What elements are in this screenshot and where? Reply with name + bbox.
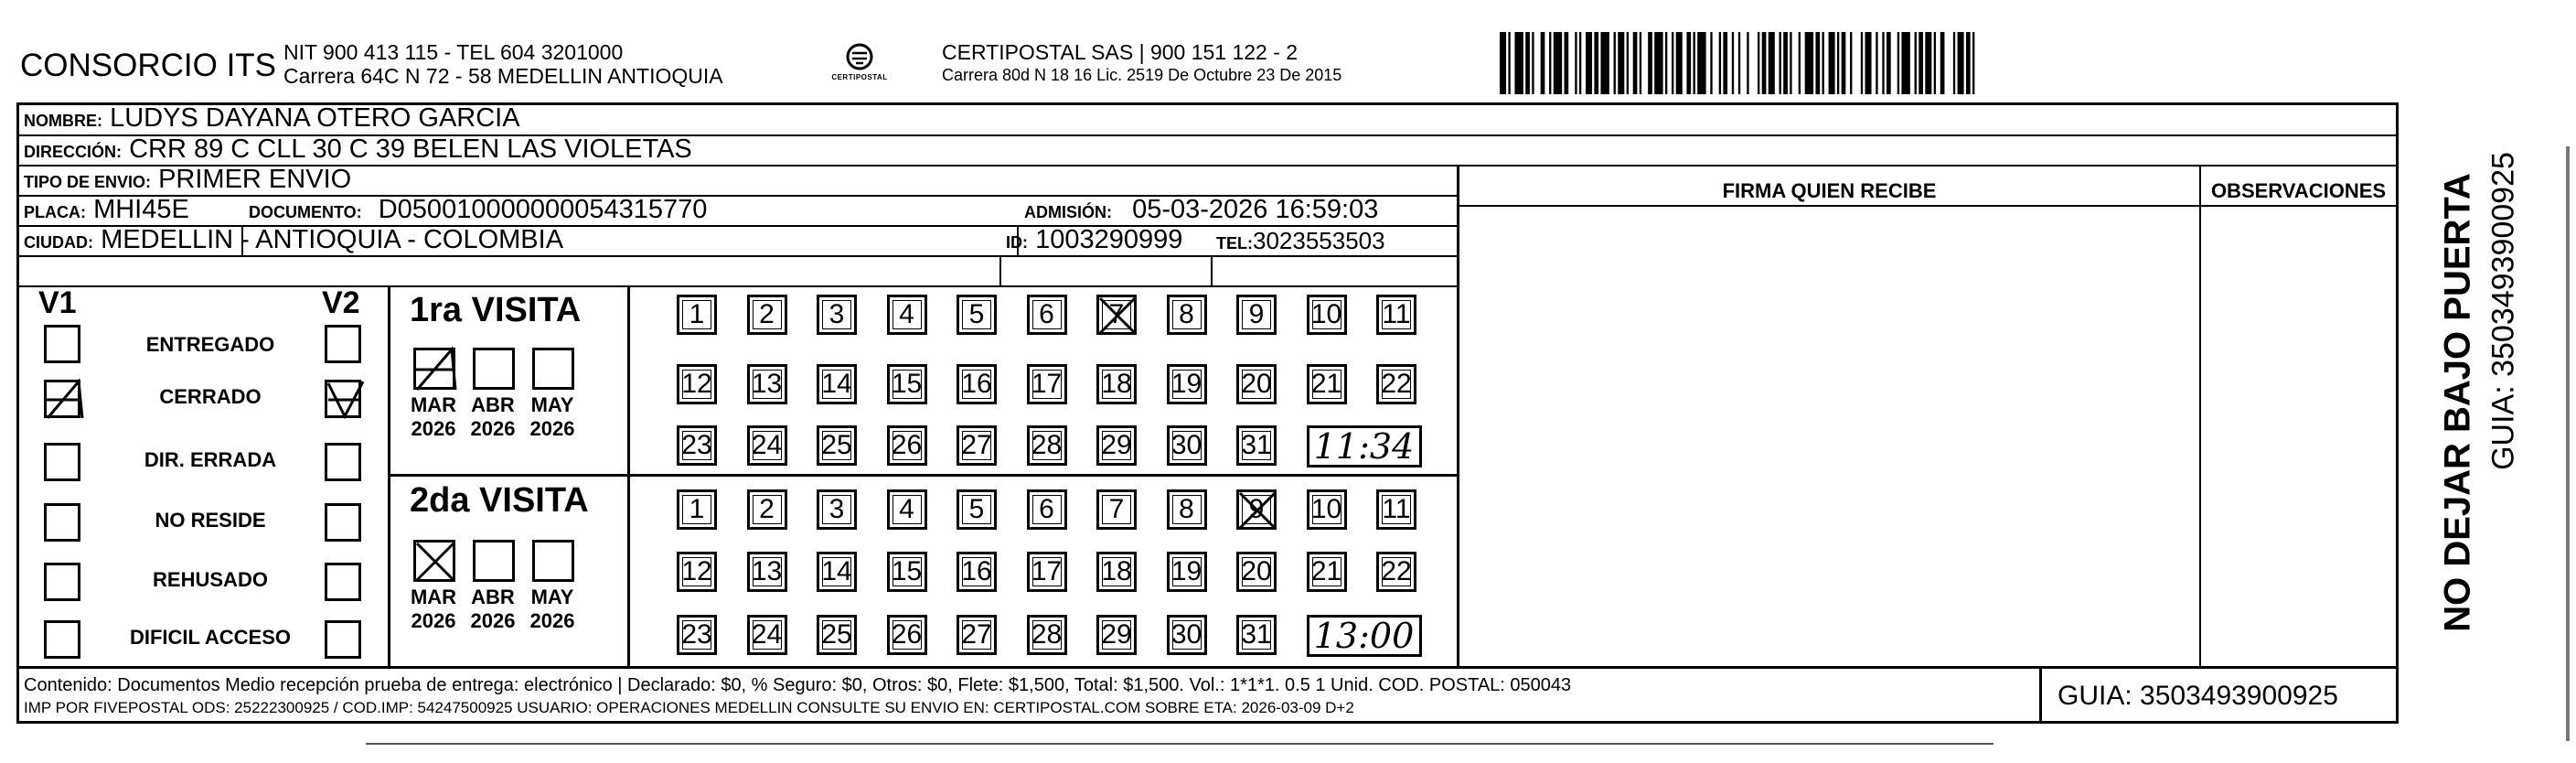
day-box[interactable]: 6 <box>1027 489 1067 530</box>
day-box[interactable]: 24 <box>747 425 787 466</box>
nombre-label: NOMBRE: <box>24 112 102 130</box>
documento-value: D050010000000054315770 <box>378 195 708 224</box>
ciudad-label: CIUDAD: <box>24 233 93 252</box>
check-mark-icon <box>325 380 365 420</box>
v1-checkbox[interactable] <box>44 443 80 481</box>
day-box[interactable]: 17 <box>1027 552 1067 592</box>
admision-value: 05-03-2026 16:59:03 <box>1132 195 1379 224</box>
day-box[interactable]: 24 <box>747 615 787 655</box>
month-checkbox[interactable] <box>413 348 455 390</box>
day-box[interactable]: 21 <box>1307 364 1347 404</box>
month-checkbox[interactable] <box>473 348 515 390</box>
day-box[interactable]: 26 <box>887 615 927 655</box>
admision-label: ADMISIÓN: <box>1024 203 1112 221</box>
day-box[interactable]: 22 <box>1376 364 1416 404</box>
day-box[interactable]: 7 <box>1096 489 1137 530</box>
address-line: Carrera 64C N 72 - 58 MEDELLIN ANTIOQUIA <box>283 64 723 88</box>
day-box[interactable]: 3 <box>817 489 857 530</box>
day-box[interactable]: 3 <box>817 295 857 335</box>
day-box[interactable]: 13 <box>747 364 787 404</box>
day-box[interactable]: 11 <box>1376 489 1416 530</box>
day-box[interactable]: 15 <box>887 364 927 404</box>
v2-checkbox[interactable] <box>325 325 361 363</box>
month-label: MAR 2026 <box>410 393 457 440</box>
check-mark-icon <box>413 348 457 392</box>
status-label: CERRADO <box>159 385 262 408</box>
v2-checkbox[interactable] <box>325 443 361 481</box>
day-box[interactable]: 21 <box>1307 552 1347 592</box>
day-box[interactable]: 28 <box>1027 615 1067 655</box>
day-box[interactable]: 12 <box>677 364 717 404</box>
day-box[interactable]: 25 <box>817 425 857 466</box>
day-box[interactable]: 31 <box>1236 615 1277 655</box>
visit-time[interactable]: 13:00 <box>1307 615 1422 657</box>
documento-label: DOCUMENTO: <box>249 203 362 221</box>
day-box[interactable]: 16 <box>957 552 997 592</box>
status-label: REHUSADO <box>153 568 268 591</box>
month-label: MAY 2026 <box>529 393 575 440</box>
status-label: NO RESIDE <box>155 509 266 532</box>
day-box[interactable]: 29 <box>1096 425 1137 466</box>
ciudad-value: MEDELLIN - ANTIOQUIA - COLOMBIA <box>101 225 564 254</box>
month-label: MAR 2026 <box>410 586 457 632</box>
day-box[interactable]: 13 <box>747 552 787 592</box>
day-box[interactable]: 29 <box>1096 615 1137 655</box>
tel-value: 3023553503 <box>1253 227 1385 254</box>
day-box[interactable]: 27 <box>957 615 997 655</box>
status-label: ENTREGADO <box>145 333 275 356</box>
check-mark-icon <box>44 380 84 420</box>
day-box[interactable]: 4 <box>887 295 927 335</box>
direccion-value: CRR 89 C CLL 30 C 39 BELEN LAS VIOLETAS <box>129 134 692 164</box>
day-box[interactable]: 31 <box>1236 425 1277 466</box>
v2-checkbox[interactable] <box>325 563 361 601</box>
day-box[interactable]: 30 <box>1167 425 1207 466</box>
day-box[interactable]: 8 <box>1167 295 1207 335</box>
day-box[interactable]: 9 <box>1236 489 1277 530</box>
v2-checkbox[interactable] <box>325 620 361 659</box>
day-box[interactable]: 30 <box>1167 615 1207 655</box>
check-mark-icon <box>413 540 457 584</box>
footer-guia: GUIA: 3503493900925 <box>2058 681 2338 711</box>
day-box[interactable]: 20 <box>1236 552 1277 592</box>
day-box[interactable]: 17 <box>1027 364 1067 404</box>
tel-label: TEL: <box>1216 234 1253 253</box>
day-box[interactable]: 2 <box>747 295 787 335</box>
day-box[interactable]: 16 <box>957 364 997 404</box>
day-box[interactable]: 6 <box>1027 295 1067 335</box>
day-box[interactable]: 23 <box>677 615 717 655</box>
status-label: DIR. ERRADA <box>144 448 277 471</box>
day-box[interactable]: 23 <box>677 425 717 466</box>
carrier-line: CERTIPOSTAL SAS | 900 151 122 - 2 <box>942 40 1299 64</box>
day-box[interactable]: 18 <box>1096 364 1137 404</box>
month-checkbox[interactable] <box>413 540 455 582</box>
v1-checkbox[interactable] <box>44 563 80 601</box>
day-box[interactable]: 10 <box>1307 489 1347 530</box>
logo-caption: CERTIPOSTAL <box>831 73 888 81</box>
day-box[interactable]: 22 <box>1376 552 1416 592</box>
day-box[interactable]: 9 <box>1236 295 1277 335</box>
firma-label: FIRMA QUIEN RECIBE <box>1722 179 1937 202</box>
side-notice: NO DEJAR BAJO PUERTA <box>2437 173 2478 632</box>
v2-checkbox[interactable] <box>325 503 361 542</box>
v2-checkbox[interactable] <box>325 380 361 418</box>
day-box[interactable]: 12 <box>677 552 717 592</box>
day-box[interactable]: 5 <box>957 295 997 335</box>
day-box[interactable]: 1 <box>677 295 717 335</box>
first-visit-title: 1ra VISITA <box>410 291 582 329</box>
month-label: ABR 2026 <box>470 586 516 632</box>
day-box[interactable]: 20 <box>1236 364 1277 404</box>
id-label: ID: <box>1006 233 1028 252</box>
tipo-envio-value: PRIMER ENVIO <box>158 165 352 194</box>
day-box[interactable]: 27 <box>957 425 997 466</box>
id-value: 1003290999 <box>1035 225 1183 254</box>
v2-label: V2 <box>322 285 360 320</box>
day-box[interactable]: 18 <box>1096 552 1137 592</box>
certipostal-logo <box>823 38 896 90</box>
day-box[interactable]: 19 <box>1167 364 1207 404</box>
barcode <box>1500 32 2222 94</box>
day-box[interactable]: 28 <box>1027 425 1067 466</box>
check-mark-icon <box>1096 295 1138 337</box>
tipo-envio-label: TIPO DE ENVIO: <box>24 173 152 191</box>
month-checkbox[interactable] <box>473 540 515 582</box>
nombre-value: LUDYS DAYANA OTERO GARCIA <box>110 103 520 133</box>
day-box[interactable]: 19 <box>1167 552 1207 592</box>
status-label: DIFICIL ACCESO <box>129 626 291 649</box>
second-visit-title: 2da VISITA <box>410 481 589 520</box>
day-box[interactable]: 14 <box>817 364 857 404</box>
day-box[interactable]: 2 <box>747 489 787 530</box>
placa-label: PLACA: <box>24 203 86 221</box>
day-box[interactable]: 4 <box>887 489 927 530</box>
month-label: MAY 2026 <box>529 586 575 632</box>
direccion-label: DIRECCIÓN: <box>24 143 122 161</box>
placa-value: MHI45E <box>93 195 189 224</box>
month-label: ABR 2026 <box>470 393 516 440</box>
day-box[interactable]: 11 <box>1376 295 1416 335</box>
month-checkbox[interactable] <box>532 348 574 390</box>
day-box[interactable]: 8 <box>1167 489 1207 530</box>
day-box[interactable]: 25 <box>817 615 857 655</box>
day-box[interactable]: 26 <box>887 425 927 466</box>
day-box[interactable]: 1 <box>677 489 717 530</box>
day-box[interactable]: 14 <box>817 552 857 592</box>
check-mark-icon <box>1236 489 1278 532</box>
v1-checkbox[interactable] <box>44 325 80 363</box>
company-name: CONSORCIO ITS <box>20 48 277 83</box>
observaciones-label: OBSERVACIONES <box>2210 179 2387 202</box>
v1-checkbox[interactable] <box>44 620 80 659</box>
v1-label: V1 <box>38 285 77 320</box>
v1-checkbox[interactable] <box>44 503 80 542</box>
nit-line: NIT 900 413 115 - TEL 604 3201000 <box>283 40 624 64</box>
visit-time[interactable]: 11:34 <box>1307 425 1422 467</box>
day-box[interactable]: 10 <box>1307 295 1347 335</box>
carrier-address: Carrera 80d N 18 16 Lic. 2519 De Octubre 23 De 2015 <box>942 66 1342 84</box>
side-guia: GUIA: 3503493900925 <box>2485 152 2521 470</box>
day-box[interactable]: 5 <box>957 489 997 530</box>
day-box[interactable]: 15 <box>887 552 927 592</box>
month-checkbox[interactable] <box>532 540 574 582</box>
day-box[interactable]: 7 <box>1096 295 1137 335</box>
contenido-line: Contenido: Documentos Medio recepción prueba de entrega: electrónico | Declarado: $0, % Seguro: $0, Otros: $0, Flete: $1,500, Total: $1,500. Vol.: 1*1*1. 0.5 1 Unid. COD. POSTAL: 050043 <box>24 675 1572 695</box>
v1-checkbox[interactable] <box>44 380 80 418</box>
imp-line: IMP POR FIVEPOSTAL ODS: 25222300925 / COD.IMP: 54247500925 USUARIO: OPERACIONES MEDELLIN CONSULTE SU ENVIO EN: CERTIPOSTAL.COM SOBRE ETA: 2026-03-09 D+2 <box>24 699 1354 716</box>
